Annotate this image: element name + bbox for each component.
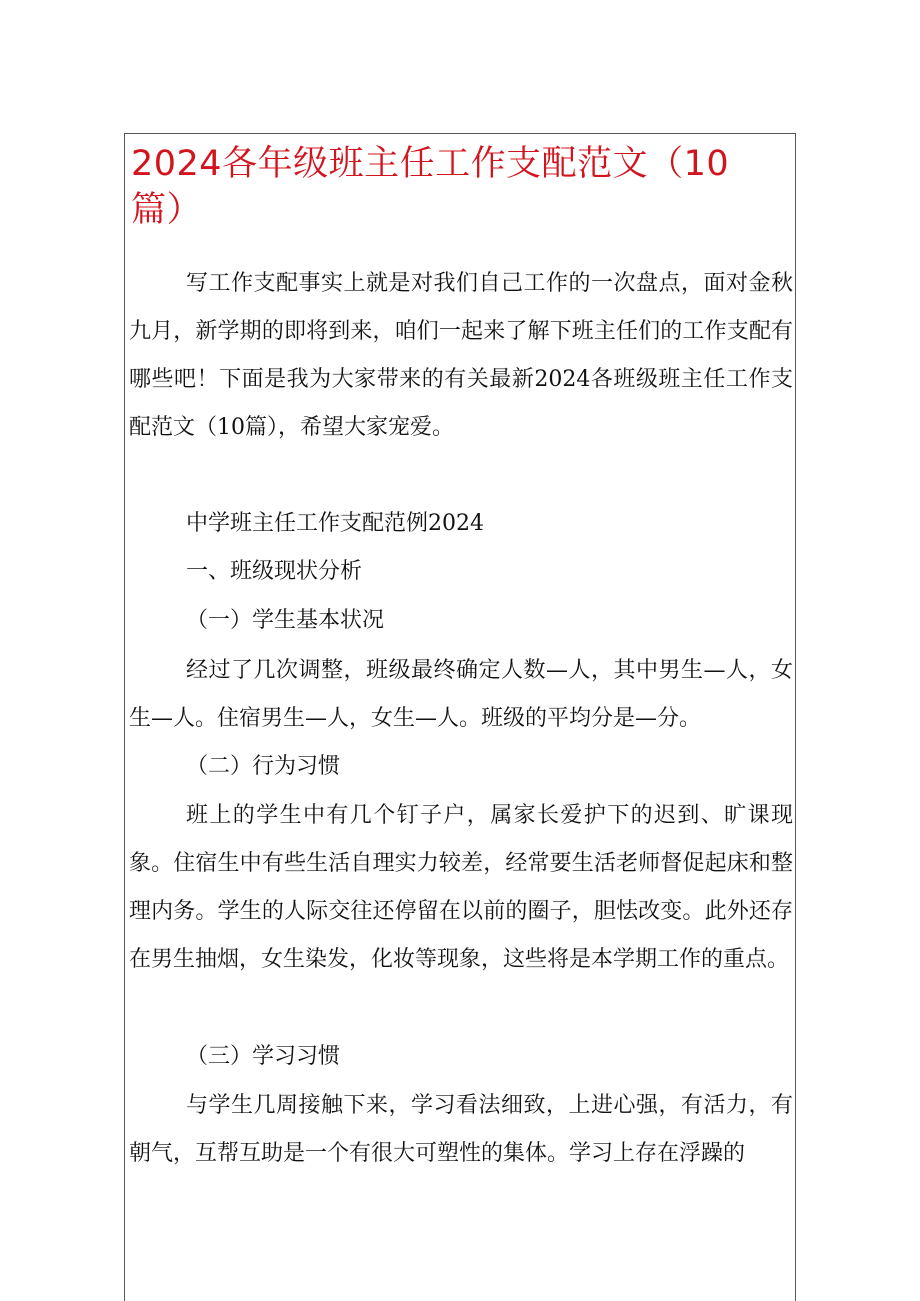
- paragraph-student-status: 经过了几次调整，班级最终确定人数—人，其中男生—人，女生—人。住宿男生—人，女生—人。班级的平均分是—分。: [129, 658, 793, 731]
- subheading-study-habits: （三）学习习惯: [186, 1044, 341, 1069]
- section-title: 中学班主任工作支配范例2024: [186, 511, 484, 536]
- document-title: 2024各年级班主任工作支配范文（10篇）: [131, 144, 730, 230]
- paragraph-study-habits: 与学生几周接触下来，学习看法细致，上进心强，有活力，有朝气，互帮互助是一个有很大可塑性的集体。学习上存在浮躁的: [129, 1093, 793, 1166]
- subheading-student-status: （一）学生基本状况: [186, 608, 385, 633]
- heading-class-status: 一、班级现状分析: [186, 559, 363, 584]
- paragraph-behavior: 班上的学生中有几个钉子户，属家长爱护下的迟到、旷课现象。住宿生中有些生活自理实力较差，经常要生活老师督促起床和整理内务。学生的人际交往还停留在以前的圈子，胆怯改变。此外还存在男生抽烟，女生染发，化妆等现象，这些将是本学期工作的重点。: [129, 803, 793, 972]
- intro-paragraph: 写工作支配事实上就是对我们自己工作的一次盘点，面对金秋九月，新学期的即将到来，咱们一起来了解下班主任们的工作支配有哪些吧！下面是我为大家带来的有关最新2024各班级班主任工作支配范文（10篇），希望大家宠爱。: [129, 271, 793, 440]
- subheading-behavior: （二）行为习惯: [186, 754, 341, 779]
